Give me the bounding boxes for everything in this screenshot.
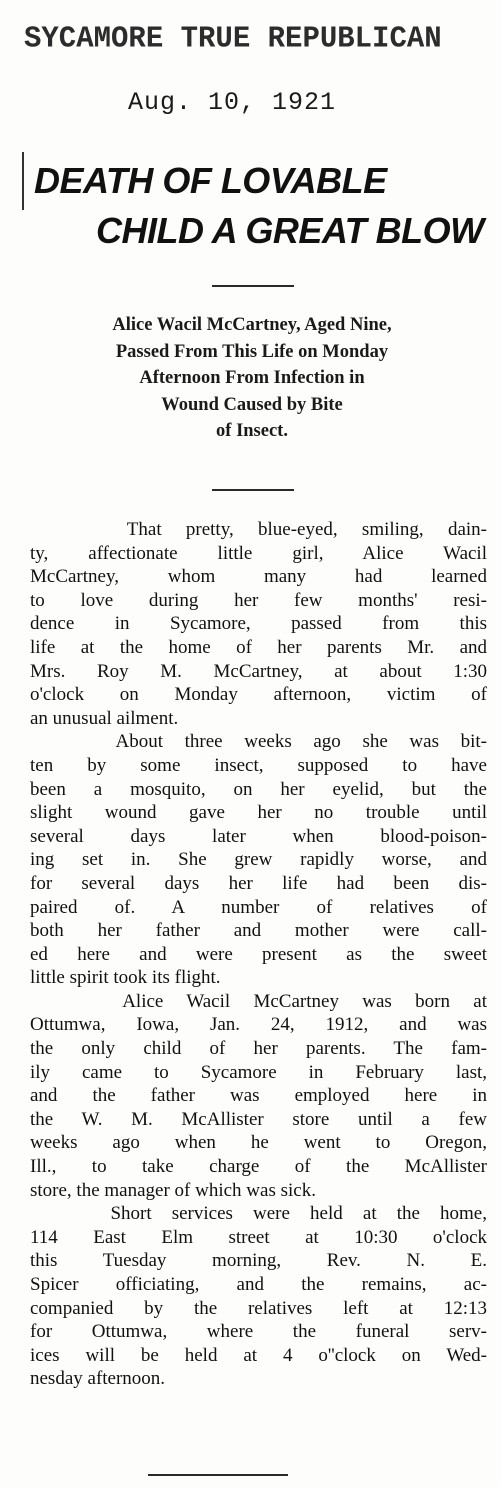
article-line: ed here and were present as the sweet [30,943,487,965]
deck-line: Afternoon From Infection in [139,368,365,388]
article-line: ices will be held at 4 o''clock on Wed- [30,1344,487,1366]
article-line: store, the manager of which was sick. [30,1179,316,1201]
article-line: weeks ago when he went to Oregon, [30,1132,487,1154]
article-line: Alice Wacil McCartney was born at [30,990,487,1012]
article-line: paired of. A number of relatives of [30,896,487,918]
article-line: both her father and mother were call- [30,920,487,942]
article-line: Ottumwa, Iowa, Jan. 24, 1912, and was [30,1014,487,1036]
article-line: McCartney, whom many had learned [30,566,487,588]
article-line: for several days her life had been dis- [30,872,487,894]
divider-rule [212,285,294,287]
headline-line-2: CHILD A GREAT BLOW [96,210,484,251]
article-line: to love during her few months' resi- [30,589,487,611]
publication-date: Aug. 10, 1921 [128,88,337,117]
article-line: several days later when blood-poison- [30,825,487,847]
deck-line: Wound Caused by Bite [161,394,343,415]
newspaper-masthead: SYCAMORE TRUE REPUBLICAN [24,21,442,56]
deck-line: Passed From This Life on Monday [115,341,389,362]
deck-line: of Insect. [216,421,288,441]
subheadline-deck [26,312,478,445]
article-line: o'clock on Monday afternoon, victim of [30,684,487,706]
article-line: been a mosquito, on her eyelid, but the [30,778,487,800]
article-line: dence in Sycamore, passed from this [30,613,487,635]
article-line: companied by the relatives left at 12:13 [30,1297,487,1319]
article-line: this Tuesday morning, Rev. N. E. [30,1250,487,1272]
article-line: life at the home of her parents Mr. and [30,636,487,658]
article-line: and the father was employed here in [30,1085,487,1107]
article-line: About three weeks ago she was bit- [30,731,487,753]
column-rule [22,152,24,210]
article-line: the only child of her parents. The fam- [30,1038,487,1060]
article-line: little spirit took its flight. [30,967,221,989]
article-line: the W. M. McAllister store until a few [30,1108,487,1130]
article-line: That pretty, blue-eyed, smiling, dain- [30,519,487,540]
headline-line-1: DEATH OF LOVABLE [34,160,387,201]
article-body [30,518,487,1391]
article-line: Spicer officiating, and the remains, ac- [30,1274,487,1295]
article-line: for Ottumwa, where the funeral serv- [30,1321,487,1343]
divider-rule [212,489,294,491]
end-rule [148,1474,288,1476]
article-line: Mrs. Roy M. McCartney, at about 1:30 [30,660,487,682]
article-line: Short services were held at the home, [30,1203,487,1225]
article-line: nesday afternoon. [30,1368,166,1390]
article-line: 114 East Elm street at 10:30 o'clock [30,1226,487,1248]
article-line: ten by some insect, supposed to have [30,754,487,776]
article-line: slight wound gave her no trouble until [30,802,487,824]
article-line: ily came to Sycamore in February last, [30,1061,487,1083]
deck-line: Alice Wacil McCartney, Aged Nine, [112,315,392,335]
article-line: ty, affectionate little girl, Alice Wacil [30,542,487,564]
article-line: an unusual ailment. [30,707,179,729]
article-line: Ill., to take charge of the McAllister [30,1156,487,1178]
article-line: ing set in. She grew rapidly worse, and [30,849,487,871]
